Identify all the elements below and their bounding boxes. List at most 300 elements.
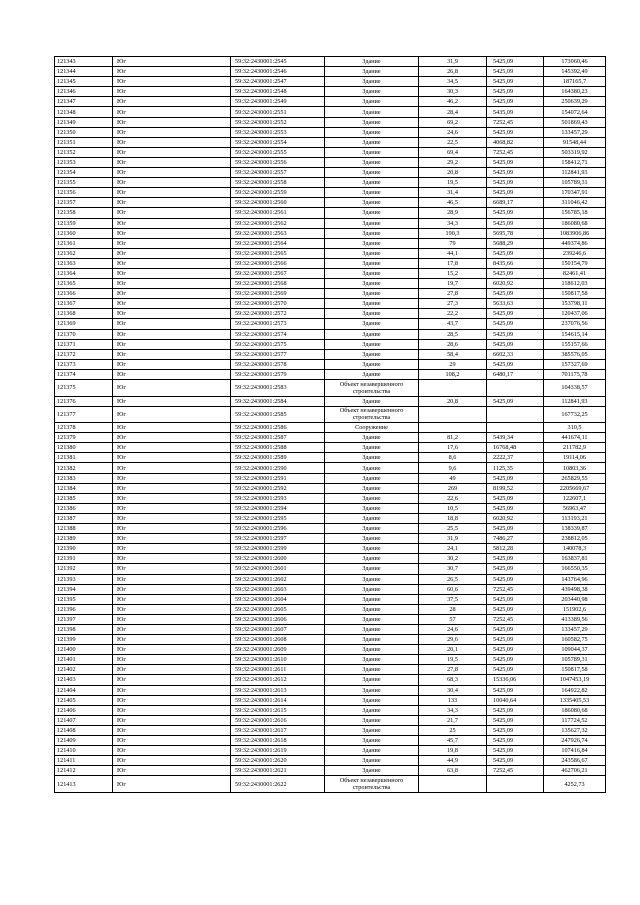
table-row: [55, 564, 606, 574]
cell-row-number: 121395: [55, 594, 113, 604]
cell-area: 45,7: [419, 736, 487, 746]
cell-area: 25,5: [419, 524, 487, 534]
cell-district: Юг: [113, 534, 231, 544]
cell-object-type: Здание: [325, 544, 419, 554]
cell-object-type: Здание: [325, 228, 419, 238]
table-row: [55, 57, 606, 67]
cell-rate: 5425,09: [487, 309, 544, 319]
table-row: [55, 574, 606, 584]
cell-area: 133: [419, 695, 487, 705]
cell-rate: 5425,09: [487, 473, 544, 483]
cell-cadastral-number: 59:32:2430001:2554: [231, 137, 325, 147]
cell-object-type: Здание: [325, 369, 419, 379]
cell-row-number: 121405: [55, 695, 113, 705]
cell-row-number: 121368: [55, 309, 113, 319]
cell-area: 27,8: [419, 665, 487, 675]
cell-district: Юг: [113, 463, 231, 473]
table-row: [55, 534, 606, 544]
cell-cadastral-number: 59:32:2430001:2564: [231, 238, 325, 248]
cell-rate: 5812,28: [487, 544, 544, 554]
cell-object-type: Здание: [325, 218, 419, 228]
cell-rate: 5425,09: [487, 503, 544, 513]
cell-row-number: 121398: [55, 624, 113, 634]
cell-district: Юг: [113, 604, 231, 614]
cell-area: 190,3: [419, 228, 487, 238]
cell-rate: 7486,27: [487, 534, 544, 544]
cell-cadastral-number: 59:32:2430001:2560: [231, 198, 325, 208]
cell-cadastral-number: 59:32:2430001:2583: [231, 380, 325, 397]
cell-cadastral-number: 59:32:2430001:2579: [231, 369, 325, 379]
cell-rate: 16768,48: [487, 443, 544, 453]
cell-cadastral-value: 133457,29: [544, 127, 606, 137]
table-row: [55, 107, 606, 117]
cell-cadastral-number: 59:32:2430001:2549: [231, 97, 325, 107]
cell-cadastral-value: 133457,29: [544, 624, 606, 634]
cell-cadastral-number: 59:32:2430001:2558: [231, 178, 325, 188]
cell-cadastral-value: 163837,81: [544, 554, 606, 564]
cell-row-number: 121362: [55, 248, 113, 258]
cell-cadastral-value: 211782,9: [544, 443, 606, 453]
cell-row-number: 121411: [55, 756, 113, 766]
cell-cadastral-number: 59:32:2430001:2563: [231, 228, 325, 238]
cell-row-number: 121376: [55, 396, 113, 406]
cell-cadastral-number: 59:32:2430001:2592: [231, 483, 325, 493]
cell-row-number: 121348: [55, 107, 113, 117]
cell-cadastral-number: 59:32:2430001:2585: [231, 406, 325, 423]
cell-cadastral-value: 265829,55: [544, 473, 606, 483]
cell-cadastral-number: 59:32:2430001:2577: [231, 349, 325, 359]
table-row: [55, 746, 606, 756]
cell-cadastral-number: 59:32:2430001:2555: [231, 147, 325, 157]
cell-object-type: Здание: [325, 433, 419, 443]
cell-district: Юг: [113, 208, 231, 218]
cell-rate: 1125,35: [487, 463, 544, 473]
table-row: [55, 157, 606, 167]
cell-row-number: 121409: [55, 736, 113, 746]
cell-cadastral-value: 449374,86: [544, 238, 606, 248]
cell-cadastral-value: 439498,38: [544, 584, 606, 594]
cell-cadastral-value: 167732,25: [544, 406, 606, 423]
cell-area: 9,6: [419, 463, 487, 473]
cell-object-type: Здание: [325, 705, 419, 715]
cell-rate: 6602,33: [487, 349, 544, 359]
cell-area: 49: [419, 473, 487, 483]
cell-rate: 2222,37: [487, 453, 544, 463]
table-row: [55, 756, 606, 766]
cell-row-number: 121344: [55, 67, 113, 77]
cell-row-number: 121354: [55, 168, 113, 178]
cell-row-number: 121369: [55, 319, 113, 329]
cell-district: Юг: [113, 564, 231, 574]
cell-object-type: Здание: [325, 319, 419, 329]
cell-cadastral-number: 59:32:2430001:2607: [231, 624, 325, 634]
cell-object-type: Здание: [325, 453, 419, 463]
cell-rate: 8435,66: [487, 258, 544, 268]
cell-area: 46,5: [419, 198, 487, 208]
cell-object-type: Здание: [325, 503, 419, 513]
cell-row-number: 121365: [55, 279, 113, 289]
table-row: [55, 614, 606, 624]
table-row: [55, 443, 606, 453]
cell-district: Юг: [113, 137, 231, 147]
table-row: [55, 715, 606, 725]
cell-district: Юг: [113, 67, 231, 77]
cell-object-type: Здание: [325, 725, 419, 735]
cell-rate: 5425,09: [487, 57, 544, 67]
table-row: [55, 319, 606, 329]
cell-cadastral-value: 104338,57: [544, 380, 606, 397]
cell-rate: 5425,09: [487, 604, 544, 614]
table-row: [55, 463, 606, 473]
cell-cadastral-number: 59:32:2430001:2578: [231, 359, 325, 369]
cell-cadastral-value: 105789,31: [544, 655, 606, 665]
cell-area: 37,5: [419, 594, 487, 604]
cell-cadastral-number: 59:32:2430001:2546: [231, 67, 325, 77]
cell-object-type: Здание: [325, 359, 419, 369]
cell-area: 19,5: [419, 178, 487, 188]
cell-rate: 5425,09: [487, 157, 544, 167]
cell-district: Юг: [113, 87, 231, 97]
cell-cadastral-value: 187165,7: [544, 77, 606, 87]
cell-row-number: 121394: [55, 584, 113, 594]
cell-cadastral-value: 166550,35: [544, 564, 606, 574]
cell-cadastral-number: 59:32:2430001:2574: [231, 329, 325, 339]
cell-cadastral-number: 59:32:2430001:2591: [231, 473, 325, 483]
table-row: [55, 168, 606, 178]
cell-rate: 5425,09: [487, 289, 544, 299]
table-row: [55, 695, 606, 705]
cell-cadastral-value: 462706,21: [544, 766, 606, 776]
cell-cadastral-value: 143764,96: [544, 574, 606, 584]
cell-area: 20,8: [419, 168, 487, 178]
cell-row-number: 121401: [55, 655, 113, 665]
cell-district: Юг: [113, 380, 231, 397]
table-row: [55, 178, 606, 188]
cell-object-type: Здание: [325, 736, 419, 746]
table-row: [55, 513, 606, 523]
cell-row-number: 121371: [55, 339, 113, 349]
cell-area: 69,2: [419, 117, 487, 127]
cell-row-number: 121357: [55, 198, 113, 208]
cell-object-type: Здание: [325, 655, 419, 665]
cell-cadastral-value: 247926,74: [544, 736, 606, 746]
cell-district: Юг: [113, 705, 231, 715]
cell-rate: 5425,09: [487, 339, 544, 349]
cell-area: 26,8: [419, 67, 487, 77]
cell-cadastral-value: 170347,91: [544, 188, 606, 198]
cell-area: 27,3: [419, 299, 487, 309]
table-row: [55, 483, 606, 493]
cell-object-type: Здание: [325, 188, 419, 198]
cell-cadastral-number: 59:32:2430001:2552: [231, 117, 325, 127]
cell-object-type: Здание: [325, 97, 419, 107]
table-row: [55, 309, 606, 319]
cell-district: Юг: [113, 396, 231, 406]
cell-row-number: 121403: [55, 675, 113, 685]
cell-cadastral-value: 250639,29: [544, 97, 606, 107]
cell-rate: 5425,09: [487, 268, 544, 278]
cell-area: 31,9: [419, 57, 487, 67]
cell-district: Юг: [113, 339, 231, 349]
cell-cadastral-value: 105789,31: [544, 178, 606, 188]
table-row: [55, 544, 606, 554]
cell-area: 108,2: [419, 369, 487, 379]
cell-rate: 5425,09: [487, 208, 544, 218]
cell-rate: 6020,92: [487, 279, 544, 289]
cell-rate: 5425,09: [487, 178, 544, 188]
cell-rate: 5439,34: [487, 433, 544, 443]
cell-area: 34,5: [419, 77, 487, 87]
cell-cadastral-number: 59:32:2430001:2618: [231, 736, 325, 746]
cell-rate: 5695,78: [487, 228, 544, 238]
cell-object-type: Здание: [325, 524, 419, 534]
cell-cadastral-number: 59:32:2430001:2584: [231, 396, 325, 406]
cell-cadastral-number: 59:32:2430001:2547: [231, 77, 325, 87]
cell-area: 28,4: [419, 107, 487, 117]
cell-row-number: 121393: [55, 574, 113, 584]
cell-rate: 5425,09: [487, 645, 544, 655]
cell-area: 28,6: [419, 339, 487, 349]
cell-cadastral-value: 19114,06: [544, 453, 606, 463]
cell-rate: 8199,52: [487, 483, 544, 493]
cell-row-number: 121384: [55, 483, 113, 493]
cell-rate: 5425,09: [487, 67, 544, 77]
cell-row-number: 121385: [55, 493, 113, 503]
cell-cadastral-number: 59:32:2430001:2605: [231, 604, 325, 614]
cell-district: Юг: [113, 635, 231, 645]
cell-row-number: 121377: [55, 406, 113, 423]
cell-object-type: Здание: [325, 473, 419, 483]
cell-row-number: 121358: [55, 208, 113, 218]
cell-row-number: 121360: [55, 228, 113, 238]
cell-cadastral-value: 117724,52: [544, 715, 606, 725]
cell-cadastral-value: 154072,64: [544, 107, 606, 117]
cell-cadastral-number: 59:32:2430001:2551: [231, 107, 325, 117]
cell-district: Юг: [113, 715, 231, 725]
cell-cadastral-value: 2205669,67: [544, 483, 606, 493]
cell-cadastral-number: 59:32:2430001:2619: [231, 746, 325, 756]
cell-area: 34,3: [419, 218, 487, 228]
cell-row-number: 121356: [55, 188, 113, 198]
cell-object-type: Здание: [325, 463, 419, 473]
cell-rate: 5425,09: [487, 97, 544, 107]
cell-cadastral-value: 385576,05: [544, 349, 606, 359]
cell-cadastral-value: 122607,1: [544, 493, 606, 503]
cell-area: 10,5: [419, 503, 487, 513]
cell-cadastral-value: 120437,06: [544, 309, 606, 319]
cell-object-type: Здание: [325, 695, 419, 705]
cell-cadastral-number: 59:32:2430001:2601: [231, 564, 325, 574]
cell-area: [419, 423, 487, 433]
cell-area: [419, 406, 487, 423]
table-row: [55, 208, 606, 218]
cell-rate: 5425,09: [487, 715, 544, 725]
cell-cadastral-number: 59:32:2430001:2590: [231, 463, 325, 473]
cell-row-number: 121402: [55, 665, 113, 675]
cell-cadastral-number: 59:32:2430001:2586: [231, 423, 325, 433]
cell-district: Юг: [113, 198, 231, 208]
cell-row-number: 121390: [55, 544, 113, 554]
cell-cadastral-number: 59:32:2430001:2561: [231, 208, 325, 218]
table-row: [55, 198, 606, 208]
cell-object-type: Здание: [325, 675, 419, 685]
cell-object-type: Здание: [325, 645, 419, 655]
cell-cadastral-number: 59:32:2430001:2622: [231, 776, 325, 793]
cell-row-number: 121353: [55, 157, 113, 167]
table-row: [55, 258, 606, 268]
cell-cadastral-value: 10803,36: [544, 463, 606, 473]
cell-area: 22,6: [419, 493, 487, 503]
cell-area: 81,2: [419, 433, 487, 443]
cell-cadastral-value: 112841,93: [544, 168, 606, 178]
cell-rate: 10040,64: [487, 695, 544, 705]
cell-area: 20,1: [419, 645, 487, 655]
cell-rate: 7252,45: [487, 584, 544, 594]
cell-row-number: 121349: [55, 117, 113, 127]
cell-district: Юг: [113, 248, 231, 258]
table-row: [55, 137, 606, 147]
cell-rate: 5425,09: [487, 396, 544, 406]
cell-object-type: Здание: [325, 685, 419, 695]
cell-area: 19,5: [419, 655, 487, 665]
cell-area: 25: [419, 725, 487, 735]
cell-area: 28,9: [419, 208, 487, 218]
cell-district: Юг: [113, 524, 231, 534]
cell-row-number: 121392: [55, 564, 113, 574]
cell-cadastral-number: 59:32:2430001:2553: [231, 127, 325, 137]
table-row: [55, 453, 606, 463]
table-row: [55, 238, 606, 248]
table-row: [55, 369, 606, 379]
cell-cadastral-value: 135627,32: [544, 725, 606, 735]
cell-rate: 5425,09: [487, 746, 544, 756]
table-row: [55, 87, 606, 97]
cell-cadastral-number: 59:32:2430001:2604: [231, 594, 325, 604]
table-row: [55, 218, 606, 228]
cell-district: Юг: [113, 584, 231, 594]
cell-row-number: 121396: [55, 604, 113, 614]
cell-rate: 5425,09: [487, 248, 544, 258]
cell-district: Юг: [113, 493, 231, 503]
cell-rate: [487, 423, 544, 433]
cell-cadastral-value: 164922,82: [544, 685, 606, 695]
cell-object-type: Здание: [325, 396, 419, 406]
cell-district: Юг: [113, 359, 231, 369]
cell-object-type: Здание: [325, 746, 419, 756]
cell-object-type: Здание: [325, 198, 419, 208]
cell-object-type: Здание: [325, 715, 419, 725]
cell-row-number: 121347: [55, 97, 113, 107]
cell-cadastral-number: 59:32:2430001:2608: [231, 635, 325, 645]
cell-area: 22,5: [419, 137, 487, 147]
table-row: [55, 705, 606, 715]
cell-area: 22,2: [419, 309, 487, 319]
cell-rate: 5425,09: [487, 564, 544, 574]
cell-district: Юг: [113, 188, 231, 198]
cell-cadastral-number: 59:32:2430001:2616: [231, 715, 325, 725]
cell-district: Юг: [113, 695, 231, 705]
cell-district: Юг: [113, 736, 231, 746]
cell-district: Юг: [113, 279, 231, 289]
cell-rate: 6689,17: [487, 198, 544, 208]
cell-rate: 5425,09: [487, 665, 544, 675]
table-row: [55, 248, 606, 258]
cell-object-type: Здание: [325, 513, 419, 523]
cell-object-type: Сооружение: [325, 423, 419, 433]
table-row: [55, 766, 606, 776]
cell-district: Юг: [113, 168, 231, 178]
cell-cadastral-value: 503319,92: [544, 147, 606, 157]
cell-cadastral-number: 59:32:2430001:2617: [231, 725, 325, 735]
cell-area: 34,3: [419, 705, 487, 715]
cell-area: 46,2: [419, 97, 487, 107]
cell-object-type: Здание: [325, 178, 419, 188]
cell-area: 29,6: [419, 635, 487, 645]
table-row: [55, 776, 606, 793]
cell-rate: 5425,09: [487, 756, 544, 766]
cell-object-type: Здание: [325, 574, 419, 584]
cell-row-number: 121351: [55, 137, 113, 147]
cell-area: 29: [419, 359, 487, 369]
cell-cadastral-value: 173060,46: [544, 57, 606, 67]
cell-cadastral-value: 145392,49: [544, 67, 606, 77]
cell-object-type: Здание: [325, 614, 419, 624]
cell-cadastral-number: 59:32:2430001:2614: [231, 695, 325, 705]
cell-cadastral-value: 150154,79: [544, 258, 606, 268]
table-row: [55, 594, 606, 604]
cell-row-number: 121380: [55, 443, 113, 453]
table-row: [55, 736, 606, 746]
table-row: [55, 655, 606, 665]
table-row: [55, 675, 606, 685]
cell-rate: 5425,09: [487, 87, 544, 97]
cell-cadastral-value: 238812,05: [544, 534, 606, 544]
cell-row-number: 121389: [55, 534, 113, 544]
cell-district: Юг: [113, 594, 231, 604]
cell-district: Юг: [113, 258, 231, 268]
cell-area: 31,9: [419, 534, 487, 544]
cell-cadastral-value: 4252,73: [544, 776, 606, 793]
cell-row-number: 121350: [55, 127, 113, 137]
cell-district: Юг: [113, 433, 231, 443]
cell-row-number: 121388: [55, 524, 113, 534]
cell-cadastral-number: 59:32:2430001:2575: [231, 339, 325, 349]
cell-rate: 5425,09: [487, 725, 544, 735]
cell-area: 24,6: [419, 624, 487, 634]
cell-object-type: Здание: [325, 67, 419, 77]
table-row: [55, 67, 606, 77]
cell-object-type: Здание: [325, 289, 419, 299]
cell-cadastral-number: 59:32:2430001:2593: [231, 493, 325, 503]
cell-cadastral-number: 59:32:2430001:2620: [231, 756, 325, 766]
cell-row-number: 121375: [55, 380, 113, 397]
cell-cadastral-number: 59:32:2430001:2600: [231, 554, 325, 564]
cell-district: Юг: [113, 554, 231, 564]
cell-object-type: Здание: [325, 766, 419, 776]
table-row: [55, 188, 606, 198]
cell-row-number: 121400: [55, 645, 113, 655]
cell-cadastral-number: 59:32:2430001:2545: [231, 57, 325, 67]
cell-cadastral-number: 59:32:2430001:2609: [231, 645, 325, 655]
cell-cadastral-value: 112841,93: [544, 396, 606, 406]
cell-rate: 5425,09: [487, 594, 544, 604]
cell-area: 30,2: [419, 554, 487, 564]
cell-district: Юг: [113, 675, 231, 685]
cell-rate: 5425,09: [487, 655, 544, 665]
cell-area: 21,7: [419, 715, 487, 725]
cell-row-number: 121410: [55, 746, 113, 756]
cell-cadastral-value: 151902,6: [544, 604, 606, 614]
